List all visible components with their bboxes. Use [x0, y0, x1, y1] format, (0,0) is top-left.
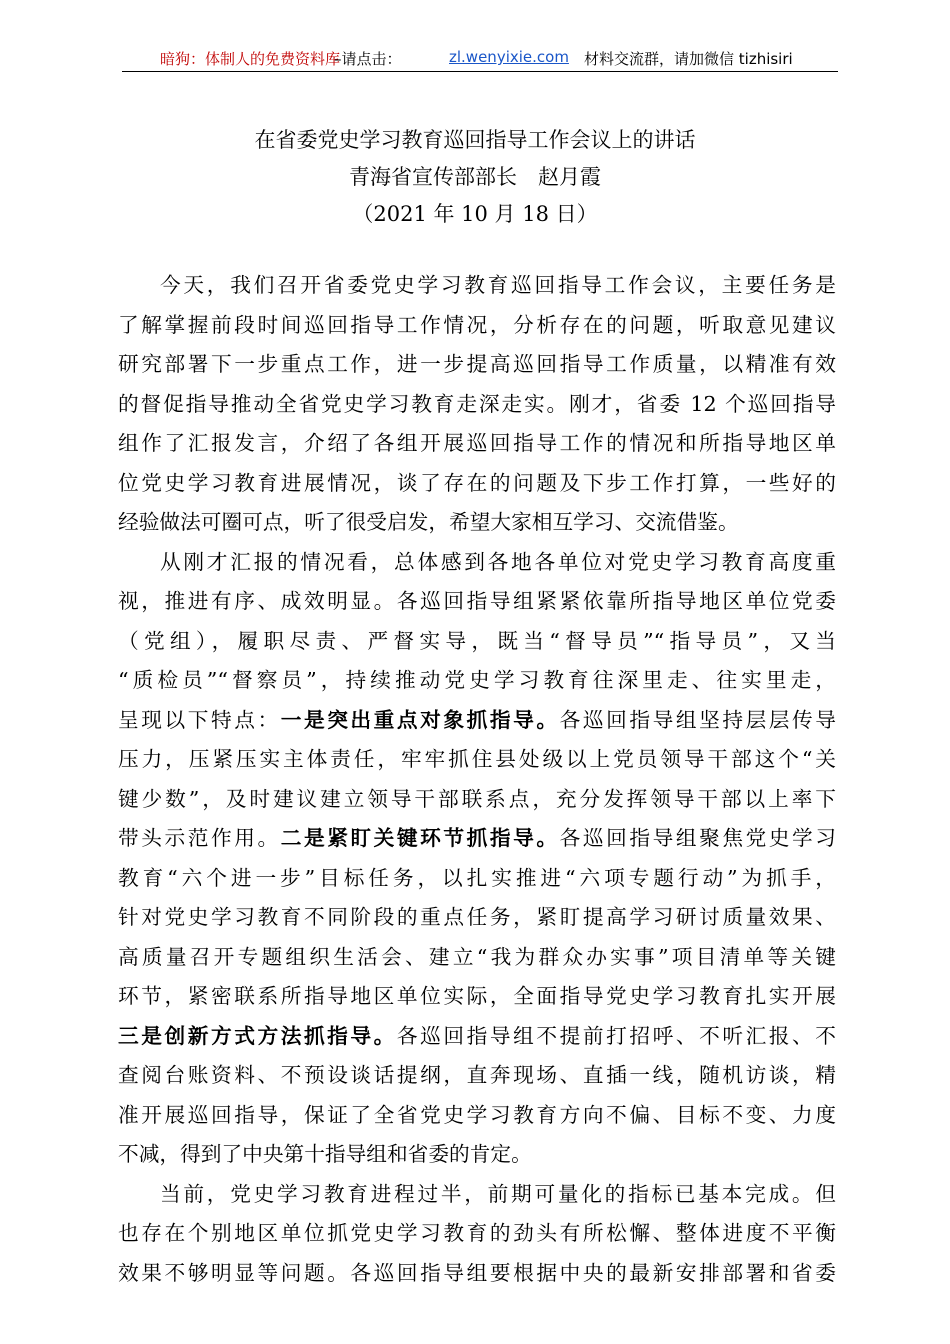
body-line: 准开展巡回指导，保证了全省党史学习教育方向不偏、目标不变、力度: [118, 1102, 836, 1127]
bold-heading-3: 三是创新方式方法抓指导。: [118, 1023, 397, 1048]
header-link[interactable]: zl.wenyixie.com: [449, 48, 569, 66]
body-line: 不减，得到了中央第十指导组和省委的肯定。: [118, 1142, 532, 1166]
body-line: （党组），履职尽责、严督实导，既当“督导员”“指导员”，又当: [118, 628, 836, 653]
body-segment: 带头示范作用。: [118, 826, 281, 850]
body-line: 了解掌握前段时间巡回指导工作情况，分析存在的问题，听取意见建议: [118, 312, 836, 337]
document-date: （2021 年 10 月 18 日）: [352, 202, 598, 226]
body-line: 效果不够明显等问题。各巡回指导组要根据中央的最新安排部署和省委: [118, 1260, 836, 1285]
body-line: 键少数”，及时建议建立领导干部联系点，充分发挥领导干部以上率下: [118, 786, 836, 811]
body-line: 当前，党史学习教育进程过半，前期可量化的指标已基本完成。但: [160, 1181, 836, 1206]
body-line: 经验做法可圈可点，听了很受启发，希望大家相互学习、交流借鉴。: [118, 510, 739, 534]
body-segment: 呈现以下特点：: [118, 707, 281, 732]
body-line: 的督促指导推动全省党史学习教育走深走实。刚才，省委 12 个巡回指导: [118, 391, 836, 416]
body-line: 环节，紧密联系所指导地区单位实际，全面指导党史学习教育扎实开展: [118, 984, 836, 1008]
body-line: 组作了汇报发言，介绍了各组开展巡回指导工作的情况和所指导地区单: [118, 431, 836, 455]
body-line: 今天，我们召开省委党史学习教育巡回指导工作会议，主要任务是: [160, 273, 836, 297]
body-line: 高质量召开专题组织生活会、建立“我为群众办实事”项目清单等关键: [118, 944, 836, 969]
body-segment: 各巡回指导组不提前打招呼、不听汇报、不: [396, 1023, 836, 1048]
body-segment: 各巡回指导组聚焦党史学习: [559, 826, 836, 850]
header-divider: [122, 71, 838, 72]
document-title: 在省委党史学习教育巡回指导工作会议上的讲话: [254, 128, 696, 152]
body-line-mixed: [118, 819, 836, 859]
body-line: 研究部署下一步重点工作，进一步提高巡回指导工作质量，以精准有效: [118, 352, 836, 376]
body-line: 也存在个别地区单位抓党史学习教育的劲头有所松懈、整体进度不平衡: [118, 1221, 836, 1245]
header-wechat-note: 材料交流群，请加微信 tizhisiri: [584, 50, 793, 68]
body-line: “质检员”“督察员”，持续推动党史学习教育往深里走、往实里走，: [118, 668, 836, 692]
header-site-name: 暗狗：体制人的免费资料库: [160, 50, 341, 68]
document-author: 青海省宣传部部长 赵月霞: [349, 165, 601, 189]
body-segment: 各巡回指导组坚持层层传导: [559, 707, 836, 732]
bold-heading-2: 二是紧盯关键环节抓指导。: [280, 826, 560, 850]
body-line: 从刚才汇报的情况看，总体感到各地各单位对党史学习教育高度重: [160, 549, 836, 574]
body-line: 位党史学习教育进展情况，谈了存在的问题及下步工作打算，一些好的: [118, 470, 836, 495]
bold-heading-1: 一是突出重点对象抓指导。: [280, 707, 560, 732]
document-body: [118, 266, 836, 1293]
body-line: 查阅台账资料、不预设谈话提纲，直奔现场、直插一线，随机访谈，精: [118, 1063, 836, 1087]
body-line-mixed: [118, 1017, 836, 1057]
body-line: 压力，压紧压实主体责任，牢牢抓住县处级以上党员领导干部这个“关: [118, 747, 836, 771]
body-line: 视，推进有序、成效明显。各巡回指导组紧紧依靠所指导地区单位党委: [118, 589, 836, 613]
body-line: 教育“六个进一步”目标任务，以扎实推进“六项专题行动”为抓手，: [118, 865, 836, 890]
body-line-mixed: [118, 701, 836, 741]
page-header: [122, 46, 838, 70]
header-click-prompt: –请点击：: [334, 50, 402, 68]
body-line: 针对党史学习教育不同阶段的重点任务，紧盯提高学习研讨质量效果、: [118, 905, 836, 929]
